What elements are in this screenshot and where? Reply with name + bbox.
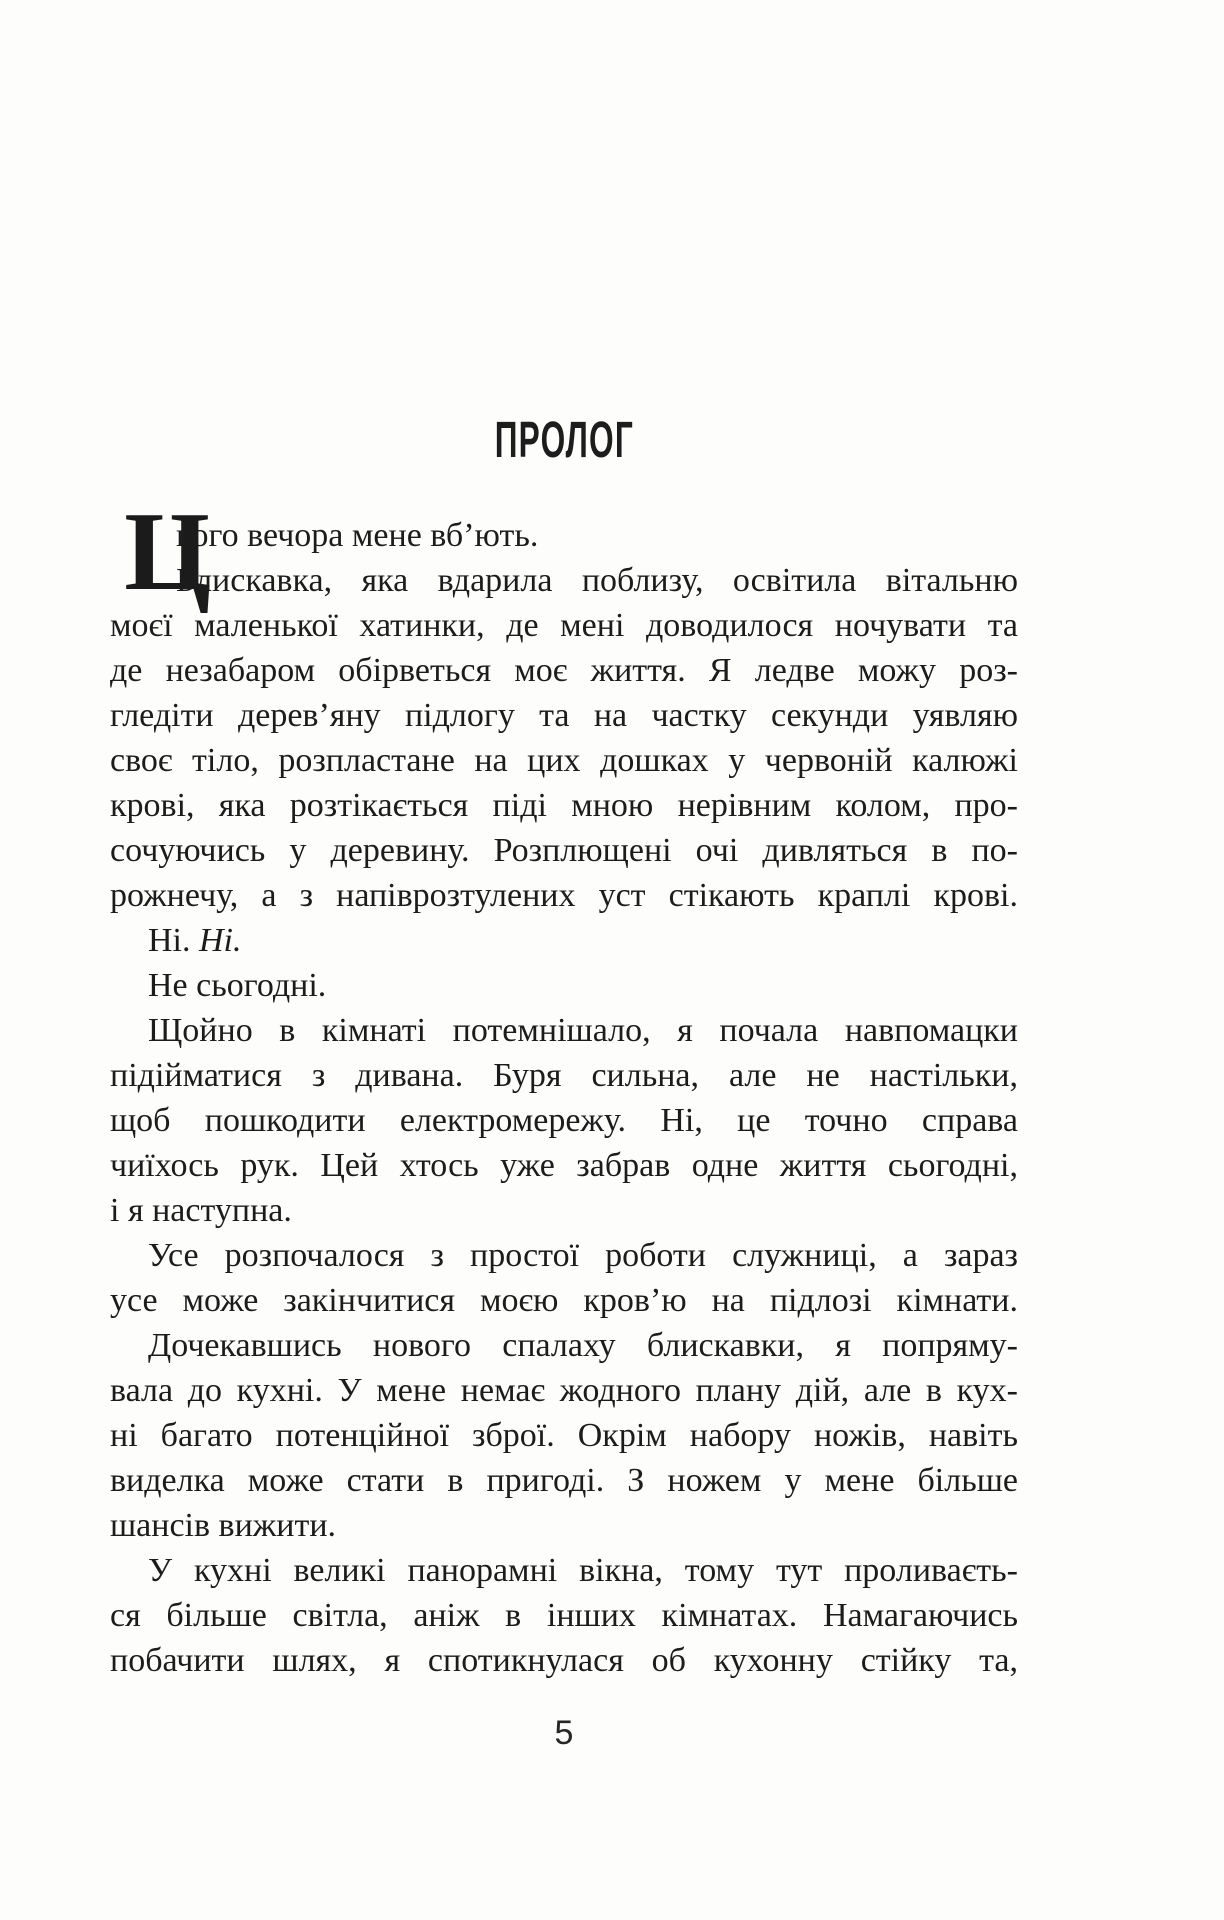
- text-line: Не сьогодні.: [148, 967, 327, 1004]
- text-line: [110, 918, 1018, 963]
- text-line: ся більше світла, аніж в інших кімнатах. Намагаючись: [110, 1597, 1018, 1634]
- text-line: гледіти дерев’яну підлогу та на частку секунди уявляю: [110, 697, 1018, 734]
- text-line: Дочекавшись нового спалаху блискавки, я попряму-: [148, 1327, 1018, 1364]
- body-text: [110, 513, 1018, 1683]
- text-line: вала до кухні. У мене немає жодного плану дій, але в кух-: [110, 1372, 1018, 1409]
- text-line: рожнечу, а з напіврозтулених уст стікають краплі крові.: [110, 877, 1018, 914]
- text-line: крові, яка розтікається піді мною нерівним колом, про-: [110, 787, 1018, 824]
- text-line: Усе розпочалося з простої роботи служниці, а зараз: [148, 1237, 1018, 1274]
- text-line: Щойно в кімнаті потемнішало, я почала навпомацки: [148, 1012, 1018, 1049]
- text-line: і я наступна.: [110, 1192, 292, 1229]
- text-line: У кухні великі панорамні вікна, тому тут проливаєть-: [148, 1552, 1018, 1589]
- text-line: сочуючись у деревину. Розплющені очі дивляться в по-: [110, 832, 1018, 869]
- text-line: своє тіло, розпластане на цих дошках у червоній калюжі: [110, 742, 1018, 779]
- text-segment-italic: Ні.: [199, 922, 242, 959]
- text-line: щоб пошкодити електромережу. Ні, це точно справа: [110, 1102, 1018, 1139]
- page-number: 5: [554, 1714, 574, 1752]
- text-line: де незабаром обірветься моє життя. Я ледве можу роз-: [110, 652, 1018, 689]
- text-segment: Ні.: [148, 922, 199, 959]
- drop-cap: Ц: [124, 490, 212, 614]
- text-line: моєї маленької хатинки, де мені доводилося ночувати та: [110, 607, 1018, 644]
- text-line: чиїхось рук. Цей хтось уже забрав одне життя сьогодні,: [110, 1147, 1018, 1184]
- chapter-title: [110, 411, 1018, 468]
- text-line: усе може закінчитися моєю кров’ю на підлозі кімнати.: [110, 1282, 1018, 1319]
- text-line: ні багато потенційної зброї. Окрім набору ножів, навіть: [110, 1417, 1018, 1454]
- text-line: побачити шлях, я спотикнулася об кухонну стійку та,: [110, 1642, 1018, 1679]
- text-line: підійматися з дивана. Буря сильна, але не настільки,: [110, 1057, 1018, 1094]
- text-line: шансів вижити.: [110, 1507, 337, 1544]
- text-line: ього вечора мене вб’ють.: [176, 517, 539, 554]
- text-line: виделка може стати в пригоді. З ножем у мене більше: [110, 1462, 1018, 1499]
- text-line: Блискавка, яка вдарила поблизу, освітила вітальню: [176, 562, 1018, 599]
- chapter-title-text: ПРОЛОГ: [494, 411, 634, 468]
